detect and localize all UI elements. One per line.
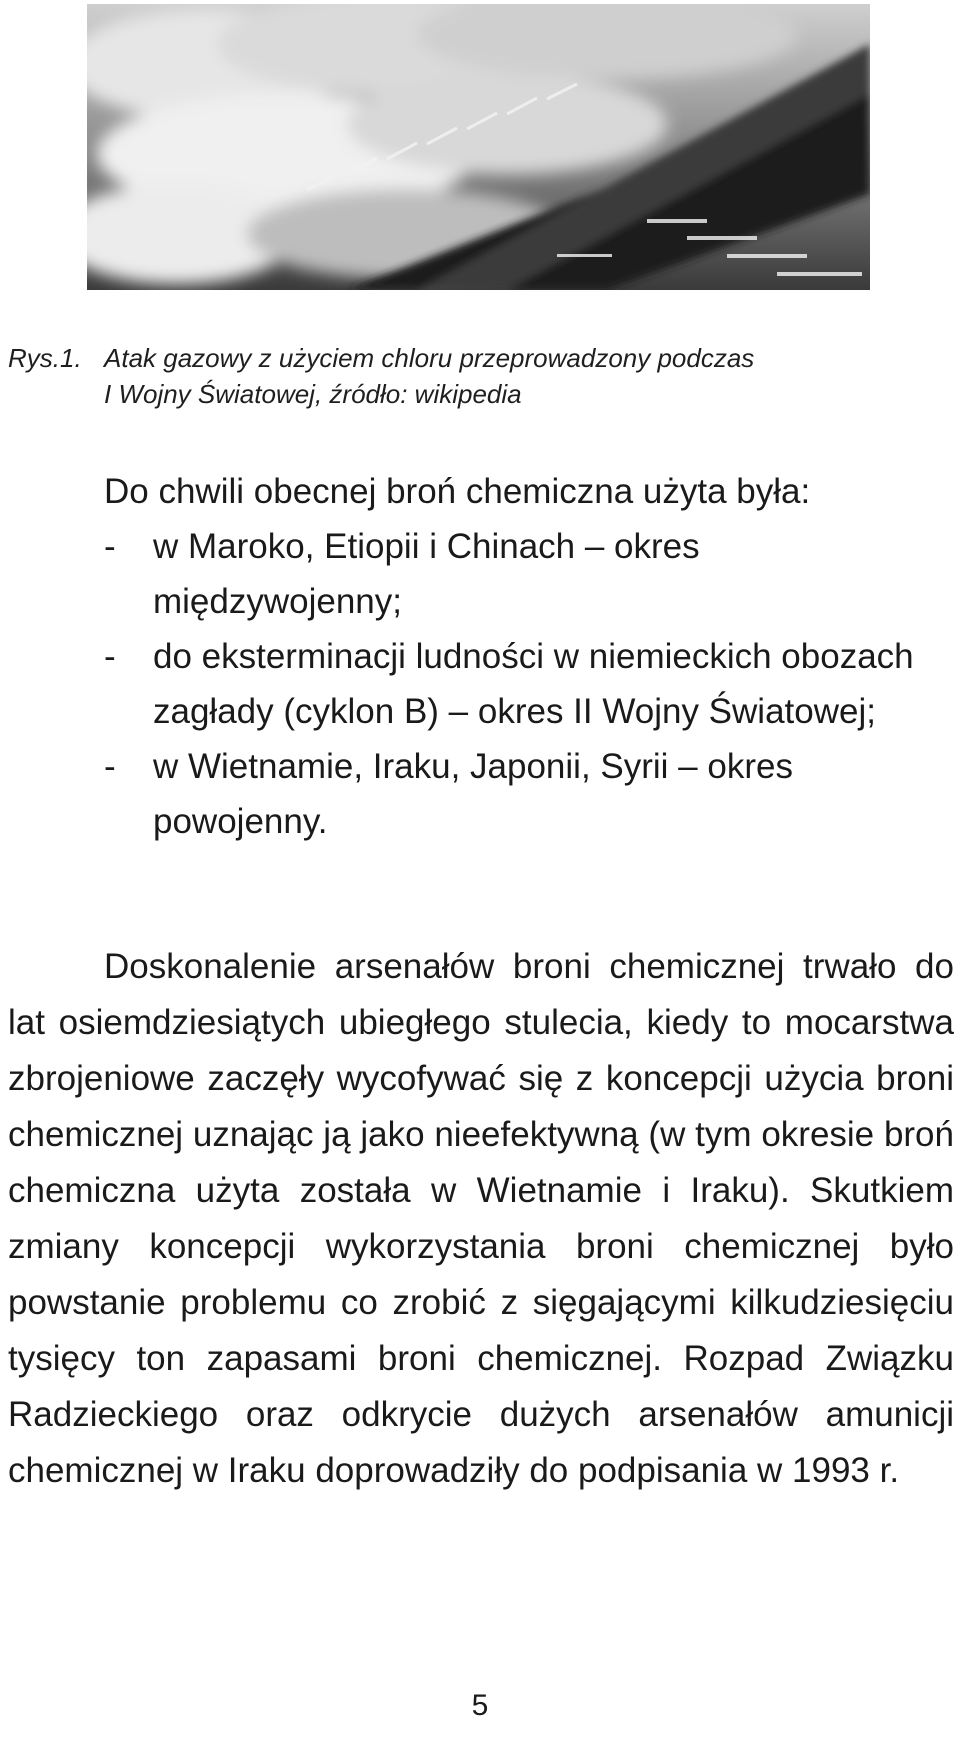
photo-gas-attack-drawing: [87, 4, 870, 290]
bullet-list: [104, 519, 954, 849]
list-item-text: w Wietnamie, Iraku, Japonii, Syrii – okres powojenny.: [153, 747, 793, 841]
figure-caption: [8, 340, 948, 412]
usage-list: [104, 464, 954, 849]
list-item-text: w Maroko, Etiopii i Chinach – okres międzywojenny;: [153, 527, 700, 621]
page-number: 5: [471, 1689, 489, 1722]
caption-text-line1: Atak gazowy z użyciem chloru przeprowadzony podczas: [104, 343, 755, 373]
list-intro: Do chwili obecnej broń chemiczna użyta była:: [104, 472, 811, 511]
list-item-text: do eksterminacji ludności w niemieckich obozach zagłady (cyklon B) – okres II Wojny Światowej;: [153, 637, 914, 731]
list-item: [104, 629, 954, 739]
photo-gas-attack: [87, 4, 870, 290]
body-paragraph: Doskonalenie arsenałów broni chemicznej trwało do lat osiemdziesiątych ubiegłego stulecia, kiedy to mocarstwa zbrojeniowe zaczęły wycofywać się z koncepcji użycia broni chemicznej uznając ją jako nieefektywną (w tym okresie broń chemiczna użyta została w Wietnamie i Iraku). Skutkiem zmiany koncepcji wykorzystania broni chemicznej było powstanie problemu co zrobić z sięgającymi kilkudziesięciu tysięcy ton zapasami broni chemicznej. Rozpad Związku Radzieckiego oraz odkrycie dużych arsenałów amunicji chemicznej w Iraku doprowadziły do podpisania w 1993 r.: [8, 947, 954, 1490]
list-dash: -: [104, 747, 116, 786]
figure-label: Rys.1.: [8, 343, 82, 373]
list-item: [104, 739, 954, 849]
list-item: [104, 519, 954, 629]
caption-text-line2: I Wojny Światowej, źródło: wikipedia: [104, 379, 522, 409]
list-dash: -: [104, 637, 116, 676]
list-dash: -: [104, 527, 116, 566]
